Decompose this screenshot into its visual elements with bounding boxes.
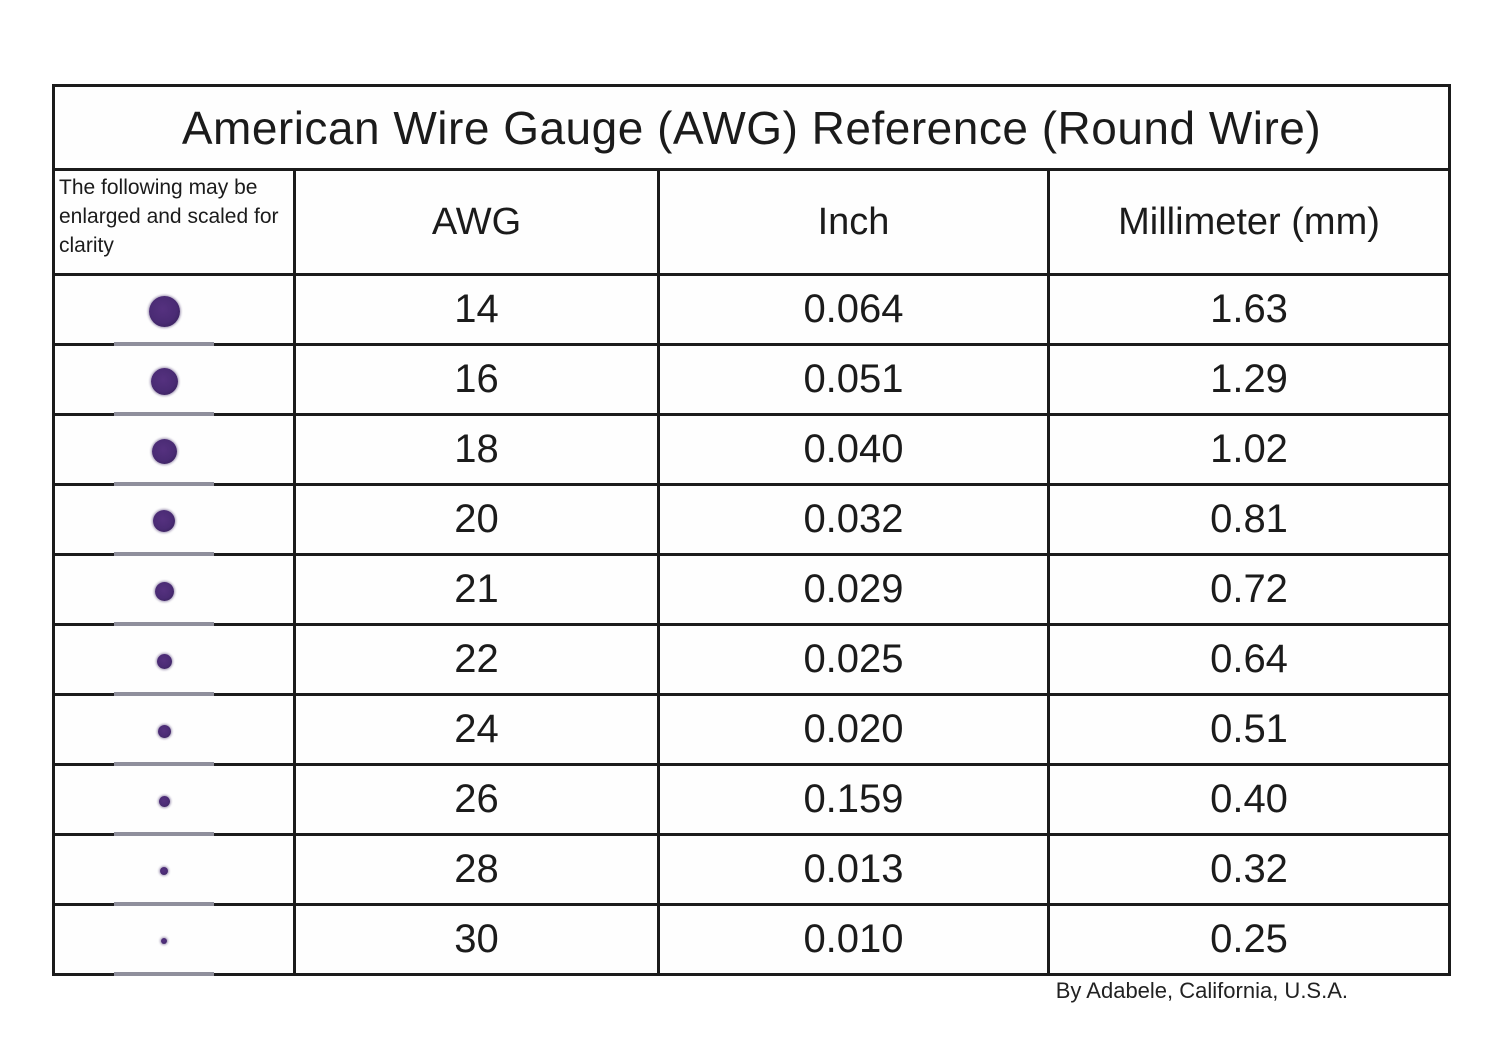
wire-diameter-dot xyxy=(161,938,167,944)
wire-size-dot-cell xyxy=(54,695,295,765)
wire-size-dot-cell xyxy=(54,415,295,485)
wire-size-dot-cell xyxy=(54,555,295,625)
dot-underline xyxy=(114,552,214,556)
table-row xyxy=(54,625,1450,695)
wire-size-dot-cell xyxy=(54,485,295,555)
col-header-awg: AWG xyxy=(295,170,659,275)
awg-reference-table xyxy=(52,84,1451,976)
dot-underline xyxy=(114,762,214,766)
table-row xyxy=(54,415,1450,485)
wire-diameter-dot xyxy=(153,510,175,532)
awg-value: 14 xyxy=(295,275,659,345)
inch-value: 0.051 xyxy=(659,345,1049,415)
mm-value: 1.63 xyxy=(1049,275,1450,345)
table-row xyxy=(54,555,1450,625)
awg-value: 16 xyxy=(295,345,659,415)
wire-size-dot-cell xyxy=(54,625,295,695)
wire-diameter-dot xyxy=(160,867,168,875)
table-row xyxy=(54,835,1450,905)
header-row xyxy=(54,170,1450,275)
awg-value: 20 xyxy=(295,485,659,555)
wire-diameter-dot xyxy=(151,368,178,395)
dot-underline xyxy=(114,692,214,696)
attribution-text: By Adabele, California, U.S.A. xyxy=(1055,978,1348,1003)
awg-value: 22 xyxy=(295,625,659,695)
dot-underline xyxy=(114,412,214,416)
dot-underline xyxy=(114,902,214,906)
wire-diameter-dot xyxy=(158,725,171,738)
table-row xyxy=(54,905,1450,975)
dot-underline xyxy=(114,832,214,836)
mm-value: 1.29 xyxy=(1049,345,1450,415)
wire-diameter-dot xyxy=(157,654,172,669)
title-row xyxy=(54,86,1450,170)
inch-value: 0.040 xyxy=(659,415,1049,485)
awg-value: 28 xyxy=(295,835,659,905)
inch-value: 0.010 xyxy=(659,905,1049,975)
wire-size-dot-cell xyxy=(54,765,295,835)
wire-diameter-dot xyxy=(155,582,174,601)
col-header-mm: Millimeter (mm) xyxy=(1049,170,1450,275)
table-body xyxy=(54,275,1450,975)
wire-size-dot-cell xyxy=(54,905,295,975)
scale-note: The following may be enlarged and scaled for clarity xyxy=(54,170,295,275)
table-row xyxy=(54,345,1450,415)
inch-value: 0.025 xyxy=(659,625,1049,695)
dot-underline xyxy=(114,342,214,346)
table-row xyxy=(54,765,1450,835)
dot-underline xyxy=(114,972,214,976)
mm-value: 0.25 xyxy=(1049,905,1450,975)
mm-value: 0.40 xyxy=(1049,765,1450,835)
awg-value: 21 xyxy=(295,555,659,625)
wire-size-dot-cell xyxy=(54,835,295,905)
mm-value: 0.32 xyxy=(1049,835,1450,905)
inch-value: 0.032 xyxy=(659,485,1049,555)
mm-value: 1.02 xyxy=(1049,415,1450,485)
mm-value: 0.81 xyxy=(1049,485,1450,555)
dot-underline xyxy=(114,482,214,486)
awg-value: 26 xyxy=(295,765,659,835)
inch-value: 0.029 xyxy=(659,555,1049,625)
inch-value: 0.064 xyxy=(659,275,1049,345)
wire-size-dot-cell xyxy=(54,275,295,345)
mm-value: 0.72 xyxy=(1049,555,1450,625)
wire-diameter-dot xyxy=(152,439,177,464)
inch-value: 0.013 xyxy=(659,835,1049,905)
table-row xyxy=(54,485,1450,555)
col-header-inch: Inch xyxy=(659,170,1049,275)
awg-value: 18 xyxy=(295,415,659,485)
wire-diameter-dot xyxy=(149,296,180,327)
table-title: American Wire Gauge (AWG) Reference (Round Wire) xyxy=(54,86,1450,170)
awg-value: 24 xyxy=(295,695,659,765)
mm-value: 0.51 xyxy=(1049,695,1450,765)
wire-size-dot-cell xyxy=(54,345,295,415)
dot-underline xyxy=(114,622,214,626)
table-row xyxy=(54,275,1450,345)
inch-value: 0.020 xyxy=(659,695,1049,765)
awg-value: 30 xyxy=(295,905,659,975)
mm-value: 0.64 xyxy=(1049,625,1450,695)
wire-diameter-dot xyxy=(159,796,170,807)
inch-value: 0.159 xyxy=(659,765,1049,835)
table-row xyxy=(54,695,1450,765)
